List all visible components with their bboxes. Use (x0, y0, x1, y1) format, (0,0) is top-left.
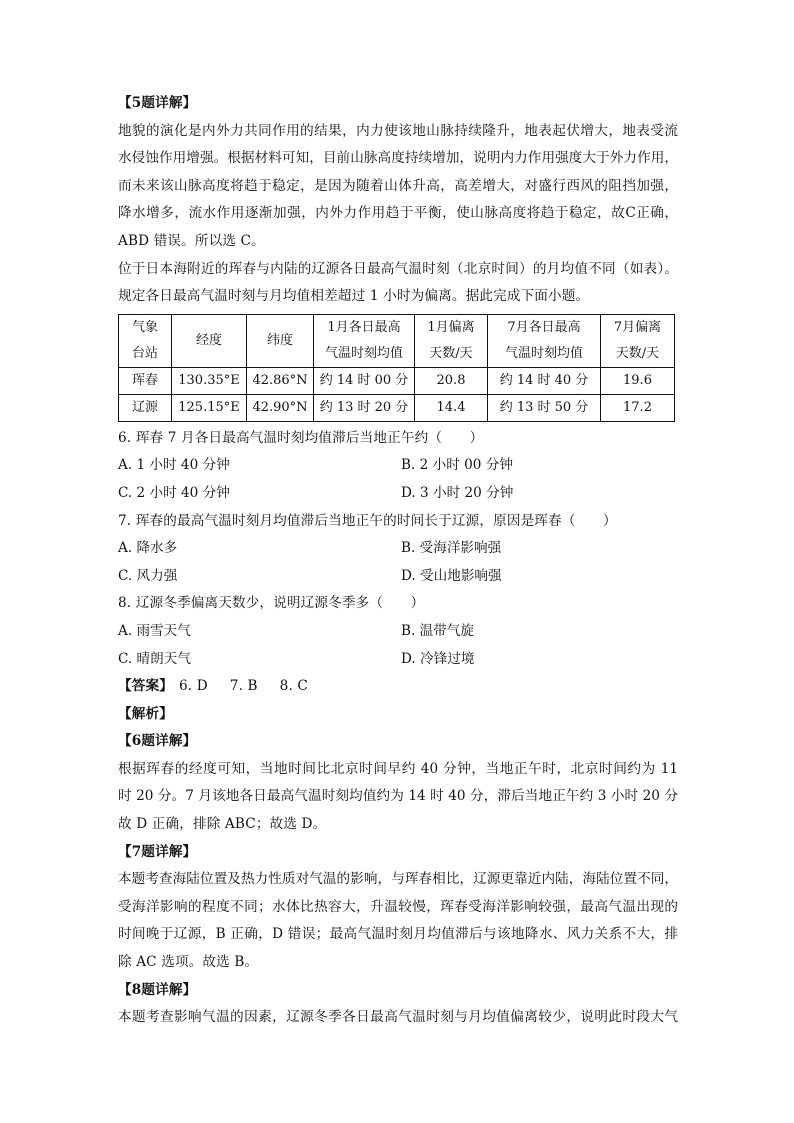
table-cell: 约 13 时 20 分 (314, 394, 415, 421)
answer-label: 【答案】 (118, 678, 173, 695)
table-cell: 125.15°E (172, 394, 247, 421)
table-cell: 42.90°N (247, 394, 314, 421)
answer-item: 7. B (229, 678, 258, 695)
option-a: A. 1 小时 40 分钟 (118, 457, 230, 474)
table-header-cell: 7月偏离 天数/天 (601, 314, 675, 367)
table-cell: 14.4 (415, 394, 488, 421)
answer-line (118, 673, 678, 701)
option-a: A. 雨雪天气 (118, 622, 191, 639)
question-6-stem: 6. 珲春 7 月各日最高气温时刻均值滞后当地正午约（ ） (118, 429, 484, 446)
table-cell: 辽源 (119, 394, 172, 421)
table-cell: 约 13 时 50 分 (488, 394, 601, 421)
q5-line-2: 水侵蚀作用增强。根据材料可知，目前山脉高度持续增加，说明内力作用强度大于外力作用， (118, 150, 678, 167)
table-cell: 约 14 时 00 分 (314, 367, 415, 394)
question-6-options-row-2 (118, 480, 678, 508)
intro-line-1: 位于日本海附近的珲春与内陆的辽源各日最高气温时刻（北京时间）的月均值不同（如表）。 (118, 260, 678, 277)
question-7-options-row-2 (118, 563, 678, 591)
option-c: C. 晴朗天气 (118, 650, 191, 667)
q5-line-3: 而未来该山脉高度将趋于稳定，是因为随着山体升高，高差增大，对盛行西风的阻挡加强， (118, 177, 678, 194)
table-cell: 珲春 (119, 367, 172, 394)
q7-line-2: 受海洋影响的程度不同；水体比热容大，升温较慢，珲春受海洋影响较强，最高气温出现的 (118, 898, 678, 915)
option-b: B. 2 小时 00 分钟 (401, 457, 513, 474)
option-a: A. 降水多 (118, 540, 178, 557)
option-b: B. 温带气旋 (401, 622, 475, 639)
q6-heading: 【6题详解】 (118, 733, 197, 750)
question-7-options-row-1 (118, 535, 678, 563)
table-cell: 20.8 (415, 367, 488, 394)
intro-line-2: 规定各日最高气温时刻与月均值相差超过 1 小时为偏离。据此完成下面小题。 (118, 288, 590, 305)
q7-heading: 【7题详解】 (118, 843, 197, 860)
question-8-options-row-1 (118, 618, 678, 646)
q6-line-2: 时 20 分。7 月该地各日最高气温时刻均值约为 14 时 40 分，滞后当地正午约 3 小时 20 分 (118, 788, 678, 805)
analysis-label: 【解析】 (118, 705, 173, 722)
q5-line-1: 地貌的演化是内外力共同作用的结果，内力使该地山脉持续隆升，地表起伏增大，地表受流 (118, 122, 678, 139)
temperature-table (118, 314, 675, 422)
table-header-cell: 经度 (172, 314, 247, 367)
table-header-cell: 气象 台站 (119, 314, 172, 367)
option-d: D. 受山地影响强 (401, 567, 502, 584)
q6-line-1: 根据珲春的经度可知，当地时间比北京时间早约 40 分钟，当地正午时，北京时间约为 11 (118, 760, 678, 777)
table-cell: 130.35°E (172, 367, 247, 394)
q5-heading: 【5题详解】 (118, 95, 197, 111)
table-cell: 约 14 时 40 分 (488, 367, 601, 394)
option-d: D. 冷锋过境 (401, 650, 475, 667)
table-cell: 17.2 (601, 394, 675, 421)
q6-line-3: 故 D 正确，排除 ABC；故选 D。 (118, 816, 327, 833)
answer-item: 8. C (279, 678, 308, 695)
q8-line-1: 本题考查影响气温的因素，辽源冬季各日最高气温时刻与月均值偏离较少，说明此时段大气 (118, 1009, 678, 1026)
option-c: C. 2 小时 40 分钟 (118, 484, 230, 501)
table-header-row (119, 314, 675, 367)
table-header-cell: 1月各日最高 气温时刻均值 (314, 314, 415, 367)
table-header-cell: 1月偏离 天数/天 (415, 314, 488, 367)
question-8-options-row-2 (118, 646, 678, 674)
answer-item: 6. D (178, 678, 208, 695)
table-header-cell: 7月各日最高 气温时刻均值 (488, 314, 601, 367)
table-row (119, 394, 675, 421)
table-cell: 19.6 (601, 367, 675, 394)
document-page (118, 90, 678, 1032)
q8-heading: 【8题详解】 (118, 981, 197, 998)
option-c: C. 风力强 (118, 567, 178, 584)
table-row (119, 367, 675, 394)
table-cell: 42.86°N (247, 367, 314, 394)
option-d: D. 3 小时 20 分钟 (401, 484, 514, 501)
q7-line-4: 除 AC 选项。故选 B。 (118, 954, 259, 971)
question-8-stem: 8. 辽源冬季偏离天数少，说明辽源冬季多（ ） (118, 595, 425, 612)
table-header-cell: 纬度 (247, 314, 314, 367)
q7-line-3: 时间晚于辽源，B 正确，D 错误；最高气温时刻月均值滞后与该地降水、风力关系不大，排 (118, 926, 678, 943)
question-7-stem: 7. 珲春的最高气温时刻月均值滞后当地正午的时间长于辽源，原因是珲春（ ） (118, 512, 617, 529)
option-b: B. 受海洋影响强 (401, 540, 502, 557)
question-6-options-row-1 (118, 452, 678, 480)
q5-line-5: ABD 错误。所以选 C。 (118, 232, 265, 249)
q5-line-4: 降水增多，流水作用逐渐加强，内外力作用趋于平衡，使山脉高度将趋于稳定，故C正确， (118, 205, 678, 222)
q7-line-1: 本题考查海陆位置及热力性质对气温的影响，与珲春相比，辽源更靠近内陆，海陆位置不同， (118, 871, 678, 888)
